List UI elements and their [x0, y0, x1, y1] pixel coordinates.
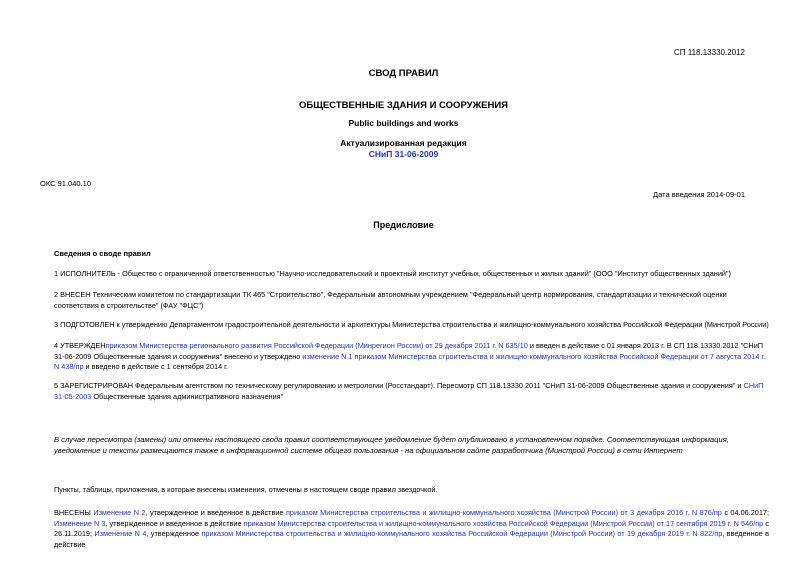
amendment-4-link[interactable]: Изменение N 4	[94, 529, 147, 538]
amendments-text-6: , утвержденное	[146, 529, 202, 538]
approved-text-3: и введено в действие с 1 сентября 2014 г.	[83, 362, 228, 371]
paragraph-prepared: 3 ПОДГОТОВЛЕН к утверждению Департаментом градостроительной деятельности и архитектуры Министерства строительства и жилищно-коммунального хозяйства Российской Федерации (Минстрой России)	[54, 320, 769, 329]
intro-date: Дата введения 2014-09-01	[653, 190, 745, 199]
amendments-text-4: , утвержденное и введенное в действие	[105, 518, 244, 528]
snip-link[interactable]: СНиП 31-06-2009	[368, 149, 439, 159]
amendments-text-3: с 04.06.2017;	[721, 508, 769, 517]
order-876-link[interactable]: приказом Министерства строительства и жилищно-коммунального хозяйства (Минстрой России) от 3 декабря 2016 г. N 876/пр	[285, 508, 722, 517]
document-number: СП 118.13330.2012	[674, 48, 745, 57]
oks-code: ОКС 91.040.10	[40, 179, 91, 188]
preface-heading: Предисловие	[373, 220, 434, 230]
registered-text-2: Общественные здания административного назначения"	[91, 391, 284, 401]
paragraph-submitted: 2 ВНЕСЕН Техническим комитетом по стандартизации ТК 465 "Строительство", Федеральным автономным учреждением "Федеральный центр нормирования, стандартизации и технической оценки соответствия в строительстве" (ФАУ "ФЦС")	[54, 290, 727, 310]
section-heading: Сведения о своде правил	[54, 249, 151, 258]
edition-label: Актуализированная редакция	[340, 138, 467, 148]
order-546-link[interactable]: приказом Министерства строительства и жилищно-коммунального хозяйства Российской Федерации (Минстрой России) от 17 сентября 2019 г. N 546/пр	[243, 518, 764, 528]
paragraph-notice: В случае пересмотра (замены) или отмены настоящего свода правил соответствующее уведомление будет опубликовано в установленном порядке. Соответствующая информация, уведомление и тексты размещаются также в информационной системе общего пользования - на официальном сайте разработчика (Минстрой России) в сети Интернет	[54, 435, 729, 455]
amendments-text: ВНЕСЕНЫ	[54, 508, 94, 517]
paragraph-executor: 1 ИСПОЛНИТЕЛЬ - Общество с ограниченной ответственностью "Научно-исследовательский и проектный институт учебных, общественных и жилых зданий" (ООО "Институт общественных зданий")	[54, 269, 731, 278]
amendment-3-link[interactable]: Изменение N 3	[54, 518, 106, 528]
code-of-rules-heading: СВОД ПРАВИЛ	[368, 68, 439, 79]
amendments-text-7: , введенное в действие	[54, 529, 769, 549]
english-title: Public buildings and works	[348, 118, 459, 128]
amendment-2-link[interactable]: Изменение N 2	[93, 508, 146, 517]
amendment-1-link[interactable]: изменение N 1 приказом Министерства строительства и жилищно-коммунального хозяйства Российской Федерации от 7 августа 2014 г. N 438/пр	[54, 351, 766, 371]
approval-order-link[interactable]: приказом Министерства регионального развития Российской Федерации (Минрегион России) от 29 декабря 2011 г. N 635/10	[105, 341, 528, 350]
order-822-link[interactable]: приказом Министерства строительства и жилищно-коммунального хозяйства Российской Федерации (Минстрой России) от 19 декабря 2019 г. N 822/пр	[201, 529, 723, 538]
document-title: ОБЩЕСТВЕННЫЕ ЗДАНИЯ И СООРУЖЕНИЯ	[298, 100, 509, 111]
paragraph-registered	[54, 381, 769, 402]
paragraph-amendments	[54, 508, 769, 550]
approved-text: 4 УТВЕРЖДЕН	[54, 341, 106, 350]
registered-text: 5 ЗАРЕГИСТРИРОВАН Федеральным агентством по техническому регулированию и метрологии (Росстандарт). Пересмотр СП 118.13330.2011 "СНиП 31-06-2009 Общественные здания и сооружения" и	[54, 381, 744, 390]
amendments-text-2: , утвержденное и введенное в действие	[145, 508, 286, 517]
paragraph-asterisk-note: Пункты, таблицы, приложения, в которые внесены изменения, отмечены в настоящем своде правил звездочкой.	[54, 485, 438, 494]
approved-text-2: и введен в действие с 01 января 2013 г. В СП 118.13330.2012 "СНиП 31-06-2009 Общественные здания и сооружения" внесено и утверждено	[54, 341, 764, 361]
snip-31-05-2003-link[interactable]: СНиП 31-05-2003	[54, 381, 764, 401]
amendments-text-5: с 26.11.2019;	[54, 518, 769, 538]
paragraph-approved	[54, 341, 769, 373]
